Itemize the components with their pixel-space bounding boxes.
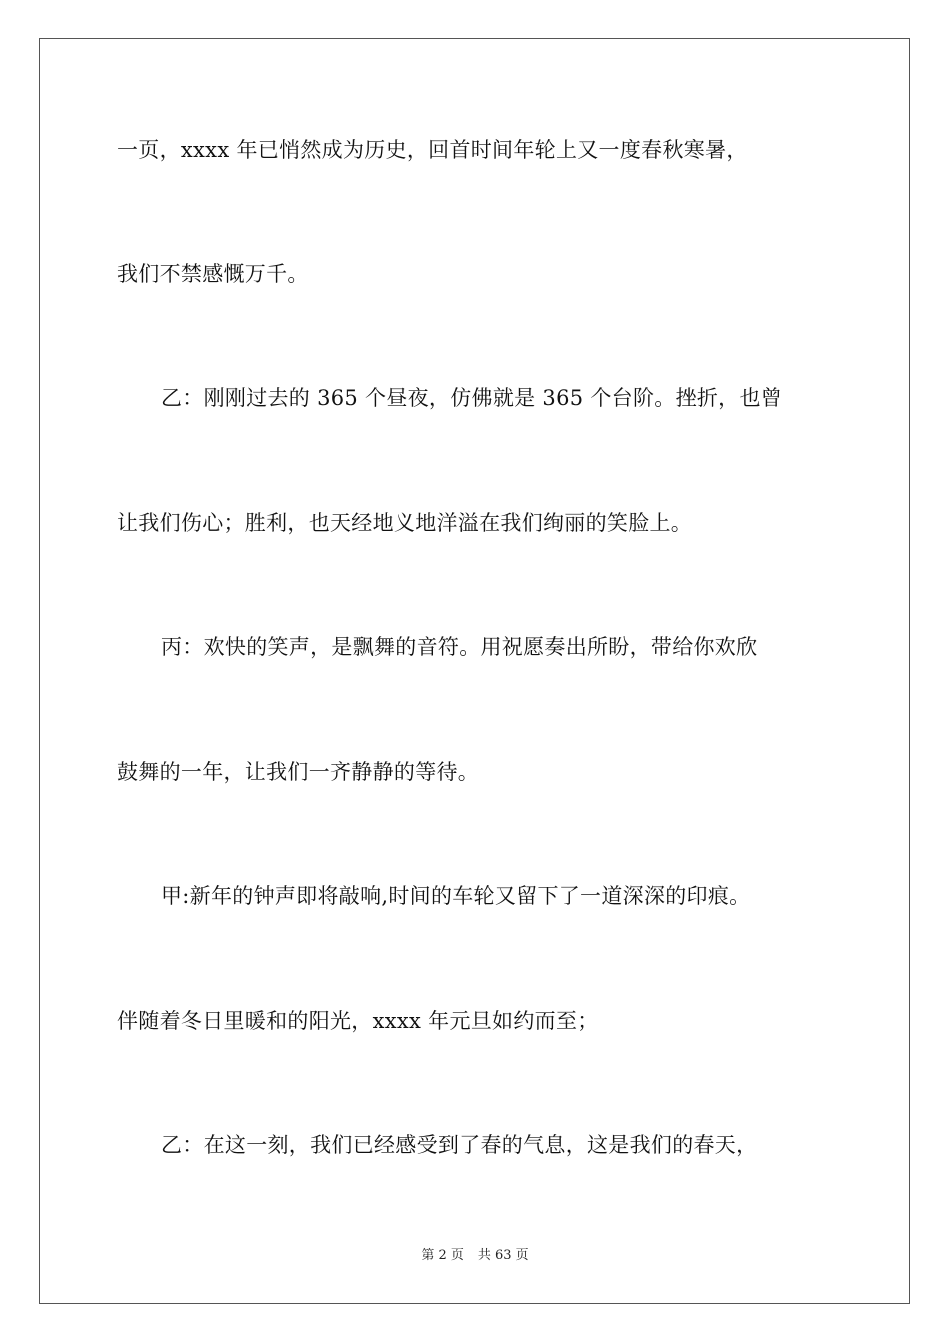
text-line: 让我们伤心；胜利，也天经地义地洋溢在我们绚丽的笑脸上。 [117, 511, 693, 535]
text-line: 乙：刚刚过去的 365 个昼夜，仿佛就是 365 个台阶。挫折，也曾 [161, 386, 783, 410]
page-total: 共 63 页 [477, 1248, 529, 1263]
text-line: 伴随着冬日里暖和的阳光，xxxx 年元旦如约而至； [117, 1009, 599, 1033]
text-line: 鼓舞的一年，让我们一齐静静的等待。 [117, 760, 480, 784]
page-border [39, 38, 910, 1304]
page-footer [0, 1246, 950, 1266]
text-line: 我们不禁感慨万千。 [117, 262, 309, 286]
text-line: 丙：欢快的笑声，是飘舞的音符。用祝愿奏出所盼，带给你欢欣 [161, 635, 758, 659]
text-line: 乙：在这一刻，我们已经感受到了春的气息，这是我们的春天， [161, 1133, 758, 1157]
text-line: 一页，xxxx 年已悄然成为历史，回首时间年轮上又一度春秋寒暑， [117, 138, 748, 162]
text-line: 甲:新年的钟声即将敲响,时间的车轮又留下了一道深深的印痕。 [161, 884, 751, 908]
page-number: 第 2 页 [421, 1248, 464, 1263]
